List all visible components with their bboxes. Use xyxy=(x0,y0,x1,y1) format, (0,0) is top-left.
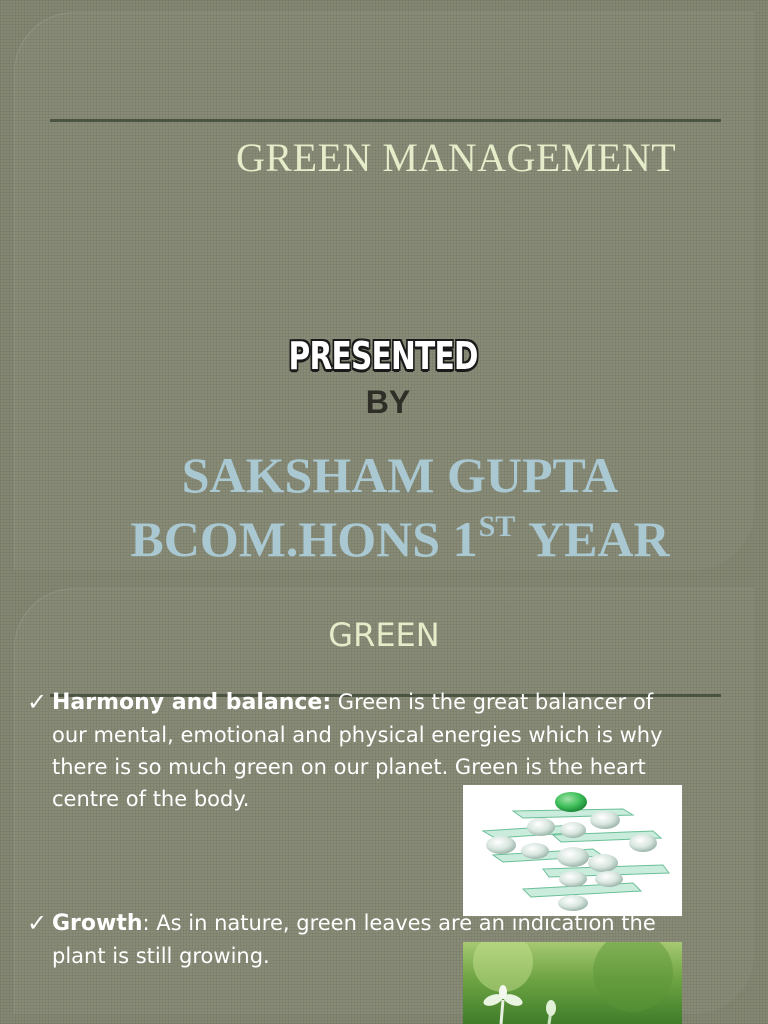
bullet-text: plant is still growing. xyxy=(52,944,270,968)
seedling-illustration xyxy=(463,942,682,1024)
course-prefix: BCOM.HONS 1 xyxy=(130,511,478,567)
by-label: BY xyxy=(365,384,411,420)
presented-label: PRESENTED xyxy=(288,334,478,378)
author-course xyxy=(0,510,768,568)
bullet-label: Harmony and balance: xyxy=(52,690,332,715)
bullet-label: Growth xyxy=(52,911,143,936)
bullet-line xyxy=(52,686,663,719)
bullet-text: centre of the body. xyxy=(52,787,250,811)
course-suffix: YEAR xyxy=(517,511,670,567)
checkmark-icon: ✓ xyxy=(27,688,48,716)
bullet-text: Green is the great balancer of xyxy=(331,690,654,714)
author-name: SAKSHAM GUPTA xyxy=(181,447,619,503)
plant-seedling-image xyxy=(463,942,682,1024)
bullet-text: : As in nature, green leaves are an indication the xyxy=(142,911,656,935)
bullet-line xyxy=(52,907,656,940)
balance-stones-illustration xyxy=(463,785,682,916)
presentation-title: GREEN MANAGEMENT xyxy=(236,135,677,180)
course-superscript: ST xyxy=(478,510,516,543)
slide-title-green: GREEN xyxy=(328,616,440,654)
slide-green xyxy=(0,586,768,1024)
title-rule xyxy=(50,119,721,122)
balance-stones-image xyxy=(463,785,682,916)
checkmark-icon: ✓ xyxy=(27,909,48,937)
bullet-text: there is so much green on our planet. Green is the heart xyxy=(52,755,646,779)
bullet-text: our mental, emotional and physical energies which is why xyxy=(52,723,663,747)
